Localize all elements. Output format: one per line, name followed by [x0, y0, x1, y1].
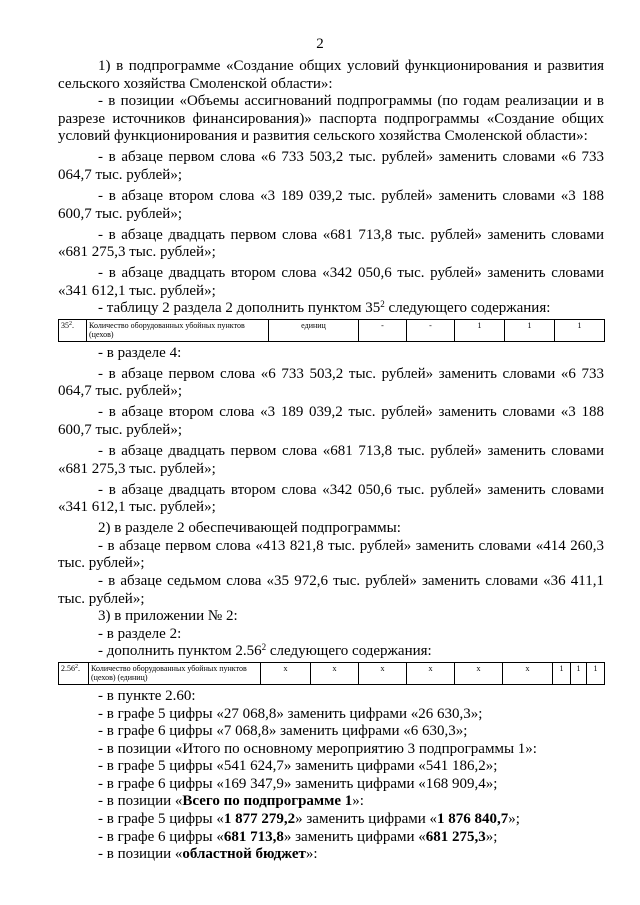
paragraph: - в абзаце двадцать первом слова «681 713,8 тыс. рублей» заменить словами «681 275,3 тыс. рублей»; [58, 443, 604, 477]
table-row [59, 662, 605, 684]
paragraph: - в абзаце втором слова «3 189 039,2 тыс. рублей» заменить словами «3 188 600,7 тыс. рублей»; [58, 187, 604, 222]
table-row [59, 319, 605, 341]
paragraph-bold-item: - в графе 5 цифры «1 877 279,2» заменить цифрами «1 876 840,7»; [98, 811, 520, 828]
paragraph-table-intro: - дополнить пунктом 2.56$^2$ следующего содержания: [98, 642, 432, 660]
paragraph: - в абзаце седьмом слова «35 972,6 тыс. рублей» заменить словами «36 411,1 тыс. рублей»; [58, 572, 604, 607]
table-cell-number: 2.56$^2$. [59, 662, 89, 684]
paragraph: 2) в разделе 2 обеспечивающей подпрограммы: [98, 520, 401, 537]
table-cell-value: 1 [553, 662, 571, 684]
table-cell-name: Количество оборудованных убойных пунктов (цехов) [87, 319, 269, 341]
table-cell-value: 1 [555, 319, 605, 341]
paragraph: - в абзаце первом слова «413 821,8 тыс. рублей» заменить словами «414 260,3 тыс. рублей»; [58, 537, 604, 572]
paragraph: 1) в подпрограмме «Создание общих условий функционирования и развития сельского хозяйства Смоленской области»: [58, 58, 604, 92]
table-cell-number: $35^2$. [59, 319, 87, 341]
paragraph: - в графе 6 цифры «169 347,9» заменить цифрами «168 909,4»; [98, 775, 498, 792]
paragraph: - в абзаце первом слова «6 733 503,2 тыс. рублей» заменить словами «6 733 064,7 тыс. рублей»; [58, 365, 604, 400]
paragraph-bold-item: - в графе 6 цифры «681 713,8» заменить цифрами «681 275,3»; [98, 828, 498, 845]
paragraph: 3) в приложении № 2: [98, 608, 238, 625]
table-cell-value: х [261, 662, 311, 684]
table-cell-value: 1 [505, 319, 555, 341]
page-number: 2 [316, 36, 324, 52]
paragraph: - в абзаце двадцать первом слова «681 713,8 тыс. рублей» заменить словами «681 275,3 тыс. рублей»; [58, 226, 604, 261]
table-cell-value: х [455, 662, 503, 684]
table-cell-value: - [407, 319, 455, 341]
paragraph-bold-item: - в позиции «Всего по подпрограмме 1»: [98, 793, 364, 810]
paragraph: - в разделе 4: [98, 344, 182, 361]
table-cell-name: Количество оборудованных убойных пунктов (цехов) (единиц) [89, 662, 261, 684]
paragraph: - в графе 5 цифры «27 068,8» заменить цифрами «26 630,3»; [98, 705, 483, 722]
document-body [58, 58, 604, 864]
paragraph: - в абзаце двадцать втором слова «342 050,6 тыс. рублей» заменить словами «341 612,1 тыс. рублей»; [58, 265, 604, 299]
paragraph: - в позиции «Итого по основному мероприятию 3 подпрограммы 1»: [98, 740, 537, 757]
table-cell-value: х [311, 662, 359, 684]
paragraph: - в графе 5 цифры «541 624,7» заменить цифрами «541 186,2»; [98, 758, 498, 775]
table-cell-value: 1 [571, 662, 587, 684]
paragraph: - в абзаце втором слова «3 189 039,2 тыс. рублей» заменить словами «3 188 600,7 тыс. рублей»; [58, 404, 604, 439]
table-cell-value: х [503, 662, 553, 684]
table-item-2-56-2 [58, 662, 605, 685]
paragraph: - в разделе 2: [98, 625, 182, 642]
table-cell-value: 1 [587, 662, 605, 684]
paragraph: - в пункте 2.60: [98, 687, 196, 704]
table-cell-unit: единиц [269, 319, 359, 341]
paragraph-table-intro: - таблицу 2 раздела 2 дополнить пунктом $35^2$ следующего содержания: [98, 299, 551, 317]
table-item-35-2 [58, 319, 605, 342]
table-cell-value: х [407, 662, 455, 684]
table-cell-value: - [359, 319, 407, 341]
paragraph: - в позиции «Объемы ассигнований подпрограммы (по годам реализации и в разрезе источников финансирования)» паспорта подпрограммы «Создание общих условий функционирования и развития сельского хозяйства Смоленской области»: [58, 93, 604, 145]
paragraph-bold-item: - в позиции «областной бюджет»: [98, 846, 318, 863]
paragraph: - в графе 6 цифры «7 068,8» заменить цифрами «6 630,3»; [98, 723, 468, 740]
table-cell-value: 1 [455, 319, 505, 341]
paragraph: - в абзаце двадцать втором слова «342 050,6 тыс. рублей» заменить словами «341 612,1 тыс. рублей»; [58, 481, 604, 516]
table-cell-value: х [359, 662, 407, 684]
paragraph: - в абзаце первом слова «6 733 503,2 тыс. рублей» заменить словами «6 733 064,7 тыс. рублей»; [58, 149, 604, 183]
